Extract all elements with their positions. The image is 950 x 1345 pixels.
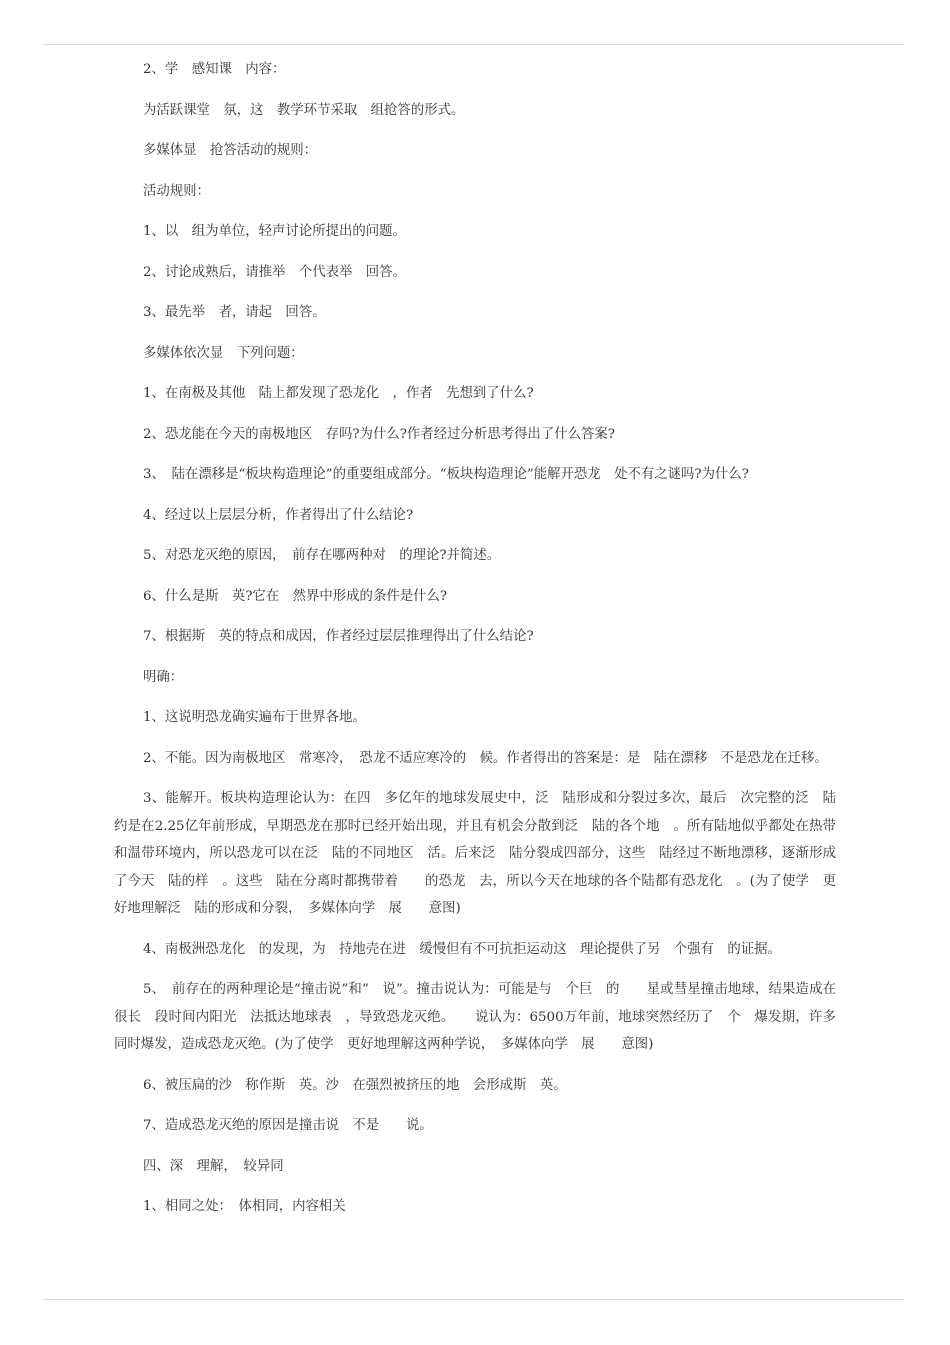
answer-4: 4、南极洲恐龙化 的发现，为 持地壳在进 缓慢但有不可抗拒运动这 理论提供了另 个强有 的证据。: [143, 941, 781, 957]
answer-2: 2、不能。因为南极地区 常寒冷， 恐龙不适应寒冷的 候。作者得出的答案是：是 陆在漂移 不是恐龙在迁移。: [143, 750, 828, 766]
similarity-line: 1、相同之处： 体相同，内容相关: [143, 1199, 346, 1214]
top-divider: [44, 44, 904, 45]
line-6: 2、讨论成熟后，请推举 个代表举 回答。: [143, 264, 406, 280]
line-7: 3、最先举 者，请起 回答。: [143, 305, 326, 320]
question-4: 4、经过以上层层分析，作者得出了什么结论?: [143, 507, 414, 523]
line-8: 多媒体依次显 下列问题：: [143, 345, 304, 361]
question-7: 7、根据斯 英的特点和成因，作者经过层层推理得出了什么结论?: [143, 629, 534, 644]
question-2: 2、恐龙能在今天的南极地区 存吗?为什么?作者经过分析思考得出了什么答案?: [143, 426, 615, 442]
line-4: 活动规则：: [143, 183, 210, 199]
question-3: 3、 陆在漂移是“板块构造理论”的重要组成部分。“板块构造理论”能解开恐龙 处不有之谜吗?为什么?: [143, 467, 749, 482]
bottom-divider: [44, 1299, 904, 1300]
line-2: 为活跃课堂 氛，这 教学环节采取 组抢答的形式。: [143, 102, 465, 118]
question-1: 1、在南极及其他 陆上都发现了恐龙化 ，作者 先想到了什么?: [143, 386, 534, 401]
line-3: 多媒体显 抢答活动的规则：: [143, 143, 318, 158]
line-5: 1、以 组为单位，轻声讨论所提出的问题。: [143, 224, 406, 239]
section-heading: 四、深 理解， 较异同: [143, 1158, 284, 1174]
answer-7: 7、造成恐龙灭绝的原因是撞击说 不是 说。: [143, 1118, 433, 1133]
question-5: 5、对恐龙灭绝的原因， 前存在哪两种对 的理论?并简述。: [143, 548, 501, 563]
document-body: [114, 56, 863, 1234]
question-6: 6、什么是斯 英?它在 然界中形成的条件是什么?: [143, 588, 448, 604]
line-1: 2、学 感知课 内容：: [143, 62, 286, 77]
answer-5: 5、 前存在的两种理论是“撞击说”和“ 说”。撞击说认为：可能是与 个巨 的 星或彗星撞击地球，结果造成在很长 段时间内阳光 法抵达地球表 ，导致恐龙灭绝。 说认为：6500万年前，地球突然经历了 个 爆发期，许多 同时爆发，造成恐龙灭绝。(为了使学 更好地理解这两种学说， 多媒体向学 展 意图): [114, 982, 863, 1052]
answer-6: 6、被压扁的沙 称作斯 英。沙 在强烈被挤压的地 会形成斯 英。: [143, 1077, 567, 1093]
answer-heading: 明确：: [143, 669, 184, 685]
answer-3: 3、能解开。板块构造理论认为：在四 多亿年的地球发展史中，泛 陆形成和分裂过多次，最后 次完整的泛 陆 约是在2.25亿年前形成，早期恐龙在那时已经开始出现，并且有机会分散到泛 陆的各个地 。所有陆地似乎都处在热带和温带环境内，所以恐龙可以在泛 陆的不同地区 活。后来泛 陆分裂成四部分，这些 陆经过不断地漂移，逐渐形成了今天 陆的样 。这些 陆在分离时都携带着 的恐龙 去，所以今天在地球的各个陆都有恐龙化 。(为了使学 更好地理解泛 陆的形成和分裂， 多媒体向学 展 意图): [114, 791, 850, 916]
answer-1: 1、这说明恐龙确实遍布于世界各地。: [143, 710, 366, 725]
